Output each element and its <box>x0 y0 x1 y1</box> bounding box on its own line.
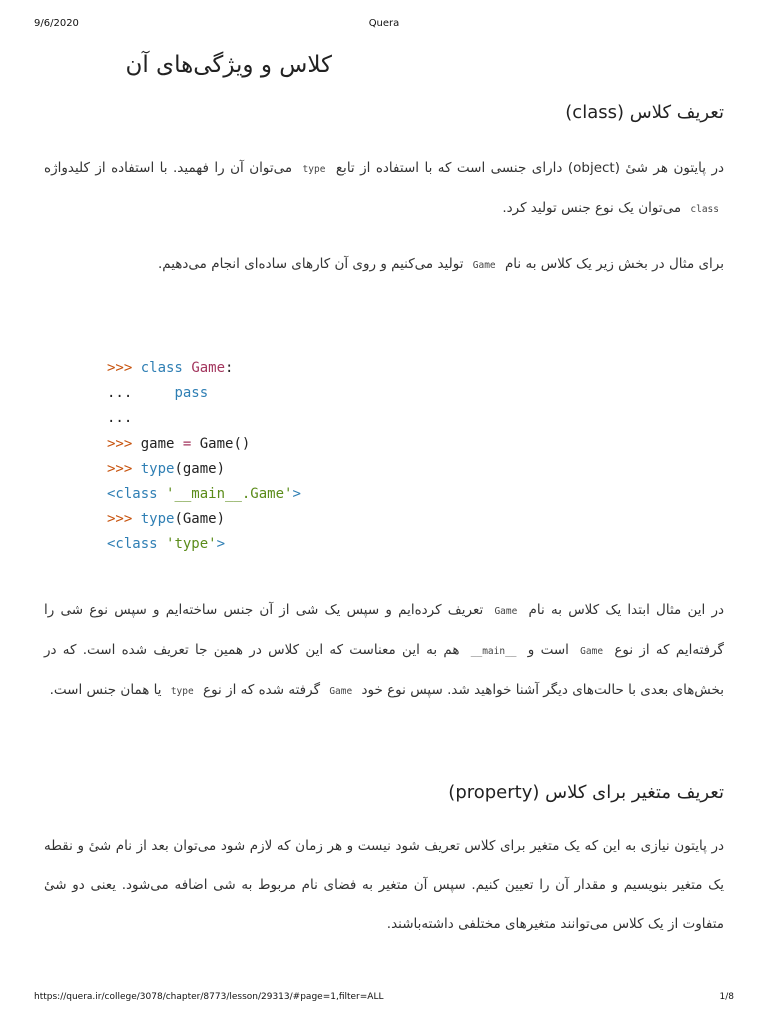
code-token: >>> <box>107 360 141 376</box>
page-number: 1/8 <box>719 992 734 1002</box>
code-token: ... <box>107 410 133 427</box>
code-line <box>107 482 301 507</box>
paragraph-text: تولید می‌کنیم و روی آن کارهای ساده‌ای انجام می‌دهیم. <box>157 256 464 272</box>
code-token: 'type' <box>166 536 217 553</box>
paragraph-property: در پایتون نیازی به این که یک متغیر برای کلاس تعریف شود نیست و هر زمان که لازم شود می‌توان بعد از نام شیٔ و نقطه یک متغیر بنویسیم و مقدار آن را تعیین کنیم. سپس آن متغیر به فضای نام مربوط به شی اضافه می‌شود. یعنی دو شیٔ متفاوت از یک کلاس می‌توانند متغیرهای مختلفی داشته‌باشند. <box>44 838 724 932</box>
paragraph-text: برای مثال در بخش زیر یک کلاس به نام <box>504 256 724 272</box>
code-token: (game) <box>174 460 226 477</box>
paragraph-text: گرفته شده که از نوع <box>203 682 321 698</box>
code-line <box>107 406 301 431</box>
paragraph-example <box>44 245 724 285</box>
code-token: class <box>140 360 183 376</box>
paragraph-text: می‌توان آن را فهمید. با استفاده از کلیدواژه <box>44 160 293 176</box>
inline-code-type: type <box>302 164 326 175</box>
inline-code-game: Game <box>580 646 604 657</box>
inline-code-class: class <box>690 204 719 215</box>
paragraph-explanation <box>44 591 724 711</box>
code-token: : <box>225 360 234 376</box>
code-token: <class <box>107 536 167 553</box>
inline-code-game: Game <box>329 686 353 697</box>
paragraph-text: هم به این معناست که این کلاس در همین جا تعریف شده است. که در بخش‌های بعدی با حالت‌های دیگر آشنا خواهید شد. سپس نوع خود <box>44 642 724 698</box>
paragraph-text: در این مثال ابتدا یک کلاس به نام <box>528 602 724 618</box>
section-heading-property: تعریف متغیر برای کلاس (property) <box>448 782 724 803</box>
inline-code-type: type <box>170 686 194 697</box>
code-token: (Game) <box>174 511 226 528</box>
paragraph-text: است و <box>527 642 569 658</box>
print-date: 9/6/2020 <box>34 18 79 29</box>
code-token: type <box>140 511 175 528</box>
page-title: کلاس و ویژگی‌های آن <box>125 52 332 78</box>
code-line <box>107 507 301 532</box>
code-token: Game <box>191 360 226 376</box>
code-token: Game() <box>191 435 251 452</box>
code-token: ... <box>107 385 175 402</box>
site-name: Quera <box>368 18 400 29</box>
paragraph-text: تعریف کرده‌ایم و سپس یک شی از آن جنس ساخته‌ایم و سپس نوع شی را گرفته‌ایم که از نوع <box>44 602 724 658</box>
code-token: pass <box>174 385 209 402</box>
code-line <box>107 432 301 457</box>
section-heading-class: تعریف کلاس (class) <box>565 102 724 123</box>
code-block <box>107 356 301 558</box>
code-token: game <box>140 435 183 452</box>
code-line <box>107 356 301 381</box>
code-line <box>107 532 301 557</box>
paragraph-text: در پایتون هر شیٔ (object) دارای جنسی است که با استفاده از تابع <box>335 160 725 176</box>
inline-code-game: Game <box>494 606 518 617</box>
paragraph-text: یا همان جنس است. <box>49 682 162 698</box>
code-line <box>107 457 301 482</box>
inline-code-game: Game <box>472 260 496 271</box>
code-token: >>> <box>107 460 141 477</box>
code-token: >>> <box>107 435 141 452</box>
code-token: > <box>292 485 301 502</box>
code-line <box>107 381 301 406</box>
footer-url: https://quera.ir/college/3078/chapter/8773/lesson/29313/#page=1,filter=ALL <box>34 992 384 1002</box>
code-token: '__main__.Game' <box>166 485 293 502</box>
paragraph-text: می‌توان یک نوع جنس تولید کرد. <box>502 200 682 216</box>
paragraph-intro <box>44 149 724 229</box>
inline-code-main: __main__ <box>470 646 517 657</box>
code-token: type <box>140 460 175 477</box>
code-token: > <box>216 536 226 553</box>
code-token: >>> <box>107 511 141 528</box>
code-token: <class <box>107 485 167 502</box>
code-token: = <box>182 435 192 452</box>
